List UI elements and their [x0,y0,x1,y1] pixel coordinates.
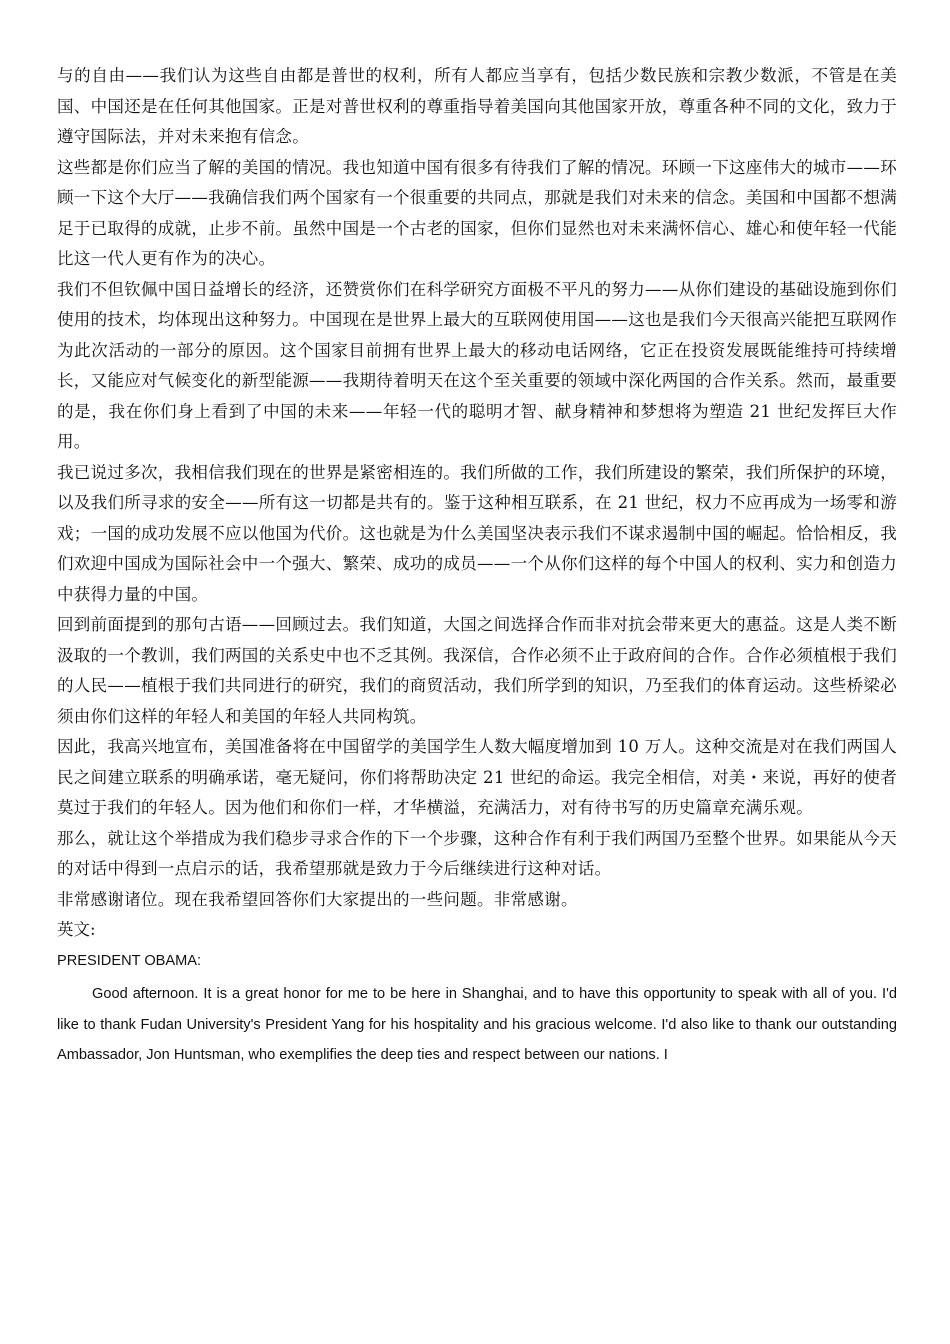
paragraph-zh-8: 非常感谢诸位。现在我希望回答你们大家提出的一些问题。非常感谢。 [57,889,578,909]
speaker-label: PRESIDENT OBAMA: [57,952,202,969]
paragraph-zh-3: 我们不但钦佩中国日益增长的经济，还赞赏你们在科学研究方面极不平凡的努力——从你们建设的基础设施到你们使用的技术，均体现出这种努力。中国现在是世界上最大的互联网使用国——这也是我们今天很高兴能把互联网作为此次活动的一部分的原因。这个国家目前拥有世界上最大的移动电话网络，它正在投资发展既能维持可持续增长，又能应对气候变化的新型能源——我期待着明天在这个至关重要的领域中深化两国的合作关系。然而，最重要的是，我在你们身上看到了中国的未来——年轻一代的聪明才智、献身精神和梦想将为塑造 21 世纪发挥巨大作用。 [57,279,897,451]
paragraph-zh-2: 这些都是你们应当了解的美国的情况。我也知道中国有很多有待我们了解的情况。环顾一下这座伟大的城市——环顾一下这个大厅——我确信我们两个国家有一个很重要的共同点，那就是我们对未来的信念。美国和中国都不想满足于已取得的成就，止步不前。虽然中国是一个古老的国家，但你们显然也对未来满怀信心、雄心和使年轻一代能比这一代人更有作为的决心。 [57,157,897,268]
document-page [57,61,897,1071]
paragraph-zh-5: 回到前面提到的那句古语——回顾过去。我们知道，大国之间选择合作而非对抗会带来更大的惠益。这是人类不断汲取的一个教训，我们两国的关系史中也不乏其例。我深信，合作必须不止于政府间的合作。合作必须植根于我们的人民——植根于我们共同进行的研究，我们的商贸活动，我们所学到的知识，乃至我们的体育运动。这些桥梁必须由你们这样的年轻人和美国的年轻人共同构筑。 [57,615,897,726]
english-section-label: 英文: [57,920,96,939]
paragraph-zh-6: 因此，我高兴地宣布，美国准备将在中国留学的美国学生人数大幅度增加到 10 万人。这种交流是对在我们两国人民之间建立联系的明确承诺，毫无疑问，你们将帮助决定 21 世纪的命运。我完全相信，对美・来说，再好的使者莫过于我们的年轻人。因为他们和你们一样，才华横溢，充满活力，对有待书写的历史篇章充满乐观。 [57,737,897,817]
paragraph-en-1: Good afternoon. It is a great honor for me to be here in Shanghai, and to have this opportunity to speak with all of you. I'd like to thank Fudan University's President Yang for his hospitality and his gracious welcome. I'd also like to thank our outstanding Ambassador, Jon Huntsman, who exemplifies the deep ties and respect between our nations. I [57,986,897,1064]
paragraph-zh-4: 我已说过多次，我相信我们现在的世界是紧密相连的。我们所做的工作，我们所建设的繁荣，我们所保护的环境，以及我们所寻求的安全——所有这一切都是共有的。鉴于这种相互联系，在 21 世纪，权力不应再成为一场零和游戏；一国的成功发展不应以他国为代价。这也就是为什么美国坚决表示我们不谋求遏制中国的崛起。恰恰相反，我们欢迎中国成为国际社会中一个强大、繁荣、成功的成员——一个从你们这样的每个中国人的权利、实力和创造力中获得力量的中国。 [57,462,897,604]
paragraph-zh-1: 与的自由——我们认为这些自由都是普世的权利，所有人都应当享有，包括少数民族和宗教少数派，不管是在美国、中国还是在任何其他国家。正是对普世权利的尊重指导着美国向其他国家开放，尊重各种不同的文化，致力于遵守国际法，并对未来抱有信念。 [57,66,897,146]
paragraph-zh-7: 那么，就让这个举措成为我们稳步寻求合作的下一个步骤，这种合作有利于我们两国乃至整个世界。如果能从今天的对话中得到一点启示的话，我希望那就是致力于今后继续进行这种对话。 [57,828,897,878]
